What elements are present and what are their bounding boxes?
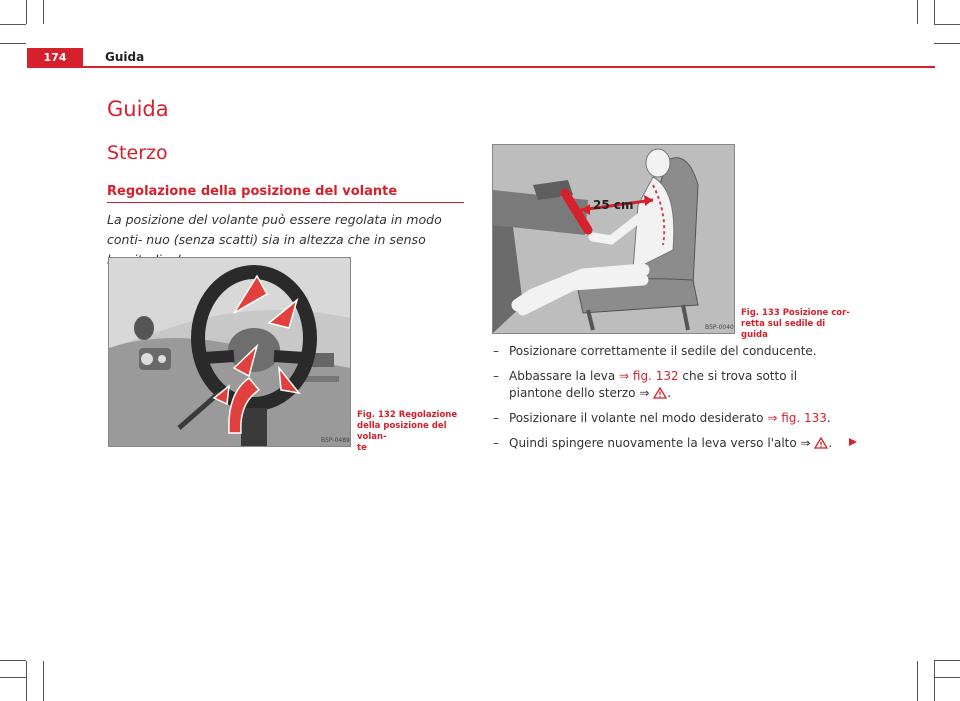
figure-132-caption [357,410,467,454]
subsection-rule [107,202,464,203]
crop-mark [934,0,935,24]
caption-line: Fig. 133 Posizione cor- [741,308,850,318]
warning-triangle-icon[interactable] [653,387,667,399]
continue-arrow-icon [848,437,858,447]
step-text: Abbassare la leva [509,369,620,383]
step-text: Posizionare correttamente il sedile del conducente. [509,344,817,358]
crop-mark [934,24,960,25]
list-item [493,368,853,402]
distance-label: 25 cm [593,198,634,212]
crop-mark [0,660,26,661]
header-rule [27,66,935,68]
figure-132-steering-adjustment [108,257,351,447]
crop-mark [917,661,918,701]
crop-mark [0,24,26,25]
bullet-dash: – [493,344,499,358]
list-item [493,343,853,360]
crop-mark [26,661,27,701]
step-end: . [828,436,833,450]
page-number: 174 [27,48,83,67]
caption-line: Fig. 132 Regolazione [357,410,458,420]
step-text: Posizionare il volante nel modo desiderato [509,411,768,425]
intro-paragraph: La posizione del volante può essere regolata in modo conti- nuo (senza scatti) sia in altezza che in senso [107,212,442,247]
bullet-dash: – [493,369,499,383]
step-end: . [667,386,672,400]
step-end: . [826,411,831,425]
crop-mark [0,43,26,44]
running-title: Guida [105,50,145,64]
crop-mark [917,0,918,24]
caption-line: retta sul sedile di guida [741,319,826,340]
crop-mark [43,661,44,701]
crop-mark [26,0,27,24]
bullet-dash: – [493,436,499,450]
figure-133-seat-position [492,144,735,334]
list-item [493,435,853,452]
subsection-title: Regolazione della posizione del volante [107,184,398,199]
bullet-dash: – [493,411,499,425]
section-title: Sterzo [107,142,168,164]
figure-133-caption [741,308,851,341]
crop-mark [934,661,935,701]
step-text: Quindi spingere nuovamente la leva verso l'alto ⇒ [509,436,811,450]
figure-link[interactable]: ⇒ fig. 133 [767,411,827,425]
crop-mark [934,677,960,678]
step-text: che si trova sotto il piantone dello sterzo ⇒ [509,369,798,400]
warning-triangle-icon[interactable] [814,437,828,449]
caption-line: te [357,443,367,453]
crop-mark [934,660,960,661]
caption-line: della posizione del volan- [357,421,447,442]
instruction-steps [493,343,853,460]
figure-code: B5P-0040 [705,324,734,331]
crop-mark [43,0,44,24]
figure-link[interactable]: ⇒ fig. 132 [619,369,679,383]
figure-code: B5P-0489 [321,437,350,444]
crop-mark [0,677,26,678]
crop-mark [934,43,960,44]
list-item [493,410,853,427]
chapter-title: Guida [107,97,169,121]
